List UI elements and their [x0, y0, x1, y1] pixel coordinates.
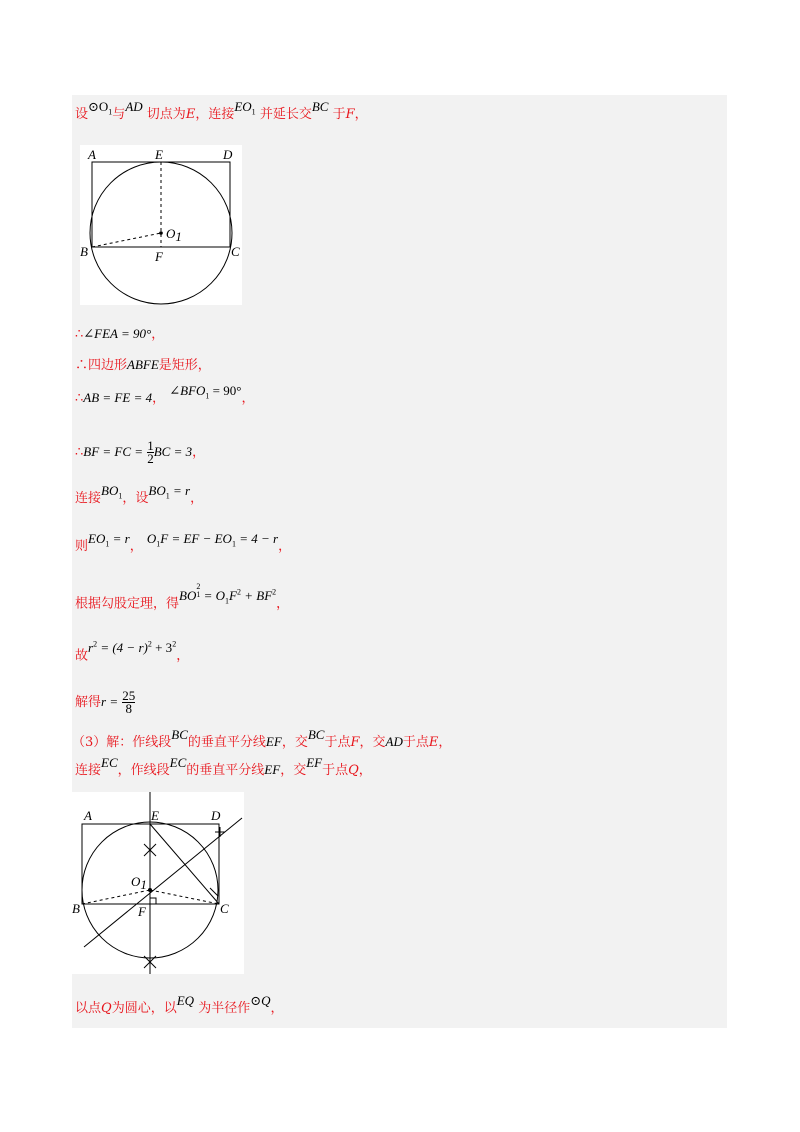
text: ，	[190, 491, 204, 506]
point-q: Q	[348, 763, 359, 778]
line-rectangle	[75, 355, 211, 376]
math-expr: = 4 − r	[235, 531, 279, 546]
denominator: 8	[125, 701, 132, 716]
math-expr: BO	[179, 588, 197, 604]
label-a: A	[88, 147, 96, 162]
math-expr: = (4 − r)	[97, 640, 148, 656]
point-e: E	[428, 735, 439, 750]
math-expr: BC	[171, 727, 188, 742]
label-o1: O1	[131, 874, 147, 892]
math-expr: BC	[307, 727, 325, 742]
math-expr: BF = FC =	[83, 444, 144, 459]
numerator: 1	[147, 438, 154, 453]
point-f: F	[350, 735, 360, 750]
line-ab-fe: ∴AB = FE = 4， $\angle BFO_1 = 90^\circ$，	[75, 383, 255, 406]
point-e: E	[185, 107, 196, 122]
label-c: C	[231, 244, 240, 259]
text: ，作线段	[117, 763, 170, 778]
text: ，	[129, 539, 143, 554]
line-connect-bo1: 连接$BO_1$，设$BO_1 = r$，	[75, 483, 204, 506]
label-b: B	[72, 901, 80, 916]
text: 于点	[324, 735, 351, 750]
math-expr: O	[146, 531, 157, 546]
math-expr: = O	[200, 588, 226, 604]
math-expr: ⊙Q	[250, 993, 271, 1008]
figure-2	[72, 792, 244, 974]
line-angle-fea	[75, 324, 164, 345]
text: ，	[192, 445, 206, 460]
label-b: B	[80, 244, 88, 259]
text: 切点为	[146, 107, 186, 122]
point-f: F	[345, 107, 355, 122]
text: 为半径作	[198, 1001, 251, 1016]
math-expr: BO	[148, 483, 166, 498]
math-expr: EF	[265, 734, 282, 749]
math-expr: ∠BFO	[169, 383, 206, 398]
math-sub: 1	[251, 107, 256, 117]
text: 的垂直平分线	[187, 735, 266, 750]
text: ，	[358, 763, 372, 778]
text: 是矩形，	[158, 358, 211, 373]
text: 则	[75, 539, 89, 554]
text: ，	[152, 391, 166, 406]
math-expr: BO	[101, 483, 119, 498]
text: ，	[278, 539, 292, 554]
math-sub: 1	[108, 107, 113, 117]
therefore-sign: ∴	[75, 445, 84, 460]
text: （3）解：作线段	[72, 735, 172, 750]
label-o1: O1	[166, 226, 182, 244]
text: 连接	[75, 491, 102, 506]
point-q: Q	[101, 1001, 112, 1016]
text: 故	[75, 648, 89, 664]
label-f: F	[155, 249, 163, 264]
fraction-25-8	[122, 690, 135, 715]
line-bf-fc	[75, 440, 205, 465]
math-expr: ABFE	[127, 357, 159, 372]
text: ，	[151, 327, 165, 342]
math-circle-o1: ⊙O	[88, 99, 109, 114]
math-expr: EF	[306, 755, 323, 770]
math-expr: = r	[109, 531, 130, 546]
text: ，	[241, 391, 255, 406]
text: 根据勾股定理，得	[75, 596, 180, 612]
text: 于点	[322, 763, 349, 778]
math-expr: + BF	[240, 588, 273, 604]
math-expr: = r	[169, 483, 191, 498]
text: 四边形	[88, 358, 128, 373]
math-expr: F = EF − EO	[160, 531, 232, 546]
line-part-3	[72, 727, 452, 753]
line-equation: 故$r^2 = (4 - r)^2 + 3^2$，	[75, 640, 190, 664]
line-circle-q	[75, 993, 284, 1019]
text: ，	[354, 107, 368, 122]
text: ，交	[280, 763, 307, 778]
label-e: E	[155, 147, 163, 162]
text: ，	[276, 596, 290, 612]
text: ，交	[359, 735, 386, 750]
math-expr: r	[88, 640, 94, 656]
therefore-sign: ∴	[75, 391, 84, 406]
text: 并延长交	[259, 107, 312, 122]
text: ，设	[122, 491, 149, 506]
geometry-diagram-1	[80, 145, 242, 305]
math-expr: AB = FE = 4	[83, 390, 153, 405]
exponent: 2	[93, 640, 98, 649]
text: 以点	[75, 1001, 102, 1016]
math-expr: EF	[264, 762, 281, 777]
label-f: F	[138, 904, 146, 919]
denominator: 2	[147, 451, 154, 466]
math-expr: F	[229, 588, 237, 604]
math-expr: ∠FEA = 90°	[83, 326, 152, 341]
text: ，	[176, 648, 190, 664]
text: 为圆心，以	[111, 1001, 177, 1016]
math-bc: BC	[311, 99, 329, 114]
line-connect-ec	[75, 755, 372, 781]
text: ，连接	[195, 107, 235, 122]
text: 与	[112, 107, 126, 122]
text: 连接	[75, 763, 102, 778]
line-pythagoras: 根据勾股定理，得BO 2 1 = $O_1F^2 + BF^2$，	[75, 582, 290, 612]
math-expr: AD	[385, 734, 403, 749]
math-expr: r =	[101, 694, 119, 709]
math-expr: BC = 3	[153, 444, 193, 459]
math-expr: EQ	[176, 993, 195, 1008]
therefore-sign: ∴	[75, 327, 84, 342]
text: 解得	[75, 695, 102, 710]
math-expr: + 3	[151, 640, 173, 656]
text: 设	[75, 107, 89, 122]
text: 于点	[402, 735, 429, 750]
label-a: A	[84, 808, 92, 823]
text: ，交	[281, 735, 308, 750]
label-e: E	[151, 808, 159, 823]
text: ，	[438, 735, 452, 750]
label-d: D	[211, 808, 221, 823]
therefore-sign: ∴	[75, 358, 89, 373]
geometry-diagram-2	[72, 792, 244, 974]
label-c: C	[220, 901, 229, 916]
text: 的垂直平分线	[186, 763, 265, 778]
numerator: 25	[122, 688, 136, 703]
math-expr: EC	[101, 755, 118, 770]
math-expr: = 90°	[209, 383, 242, 398]
line-tangent-point	[75, 99, 368, 130]
line-solution-r	[75, 690, 135, 715]
math-expr: EC	[169, 755, 187, 770]
math-ad: AD	[125, 99, 143, 114]
text: ，	[270, 1001, 284, 1016]
text: 于	[332, 107, 346, 122]
line-eo1: 则$EO_1 = r$， $O_1F$ = EF − $EO_1 = 4 - r$，	[75, 531, 292, 554]
figure-1	[80, 145, 242, 305]
math-expr: EO	[88, 531, 106, 546]
label-d: D	[223, 147, 233, 162]
math-eo1: EO	[234, 99, 252, 114]
